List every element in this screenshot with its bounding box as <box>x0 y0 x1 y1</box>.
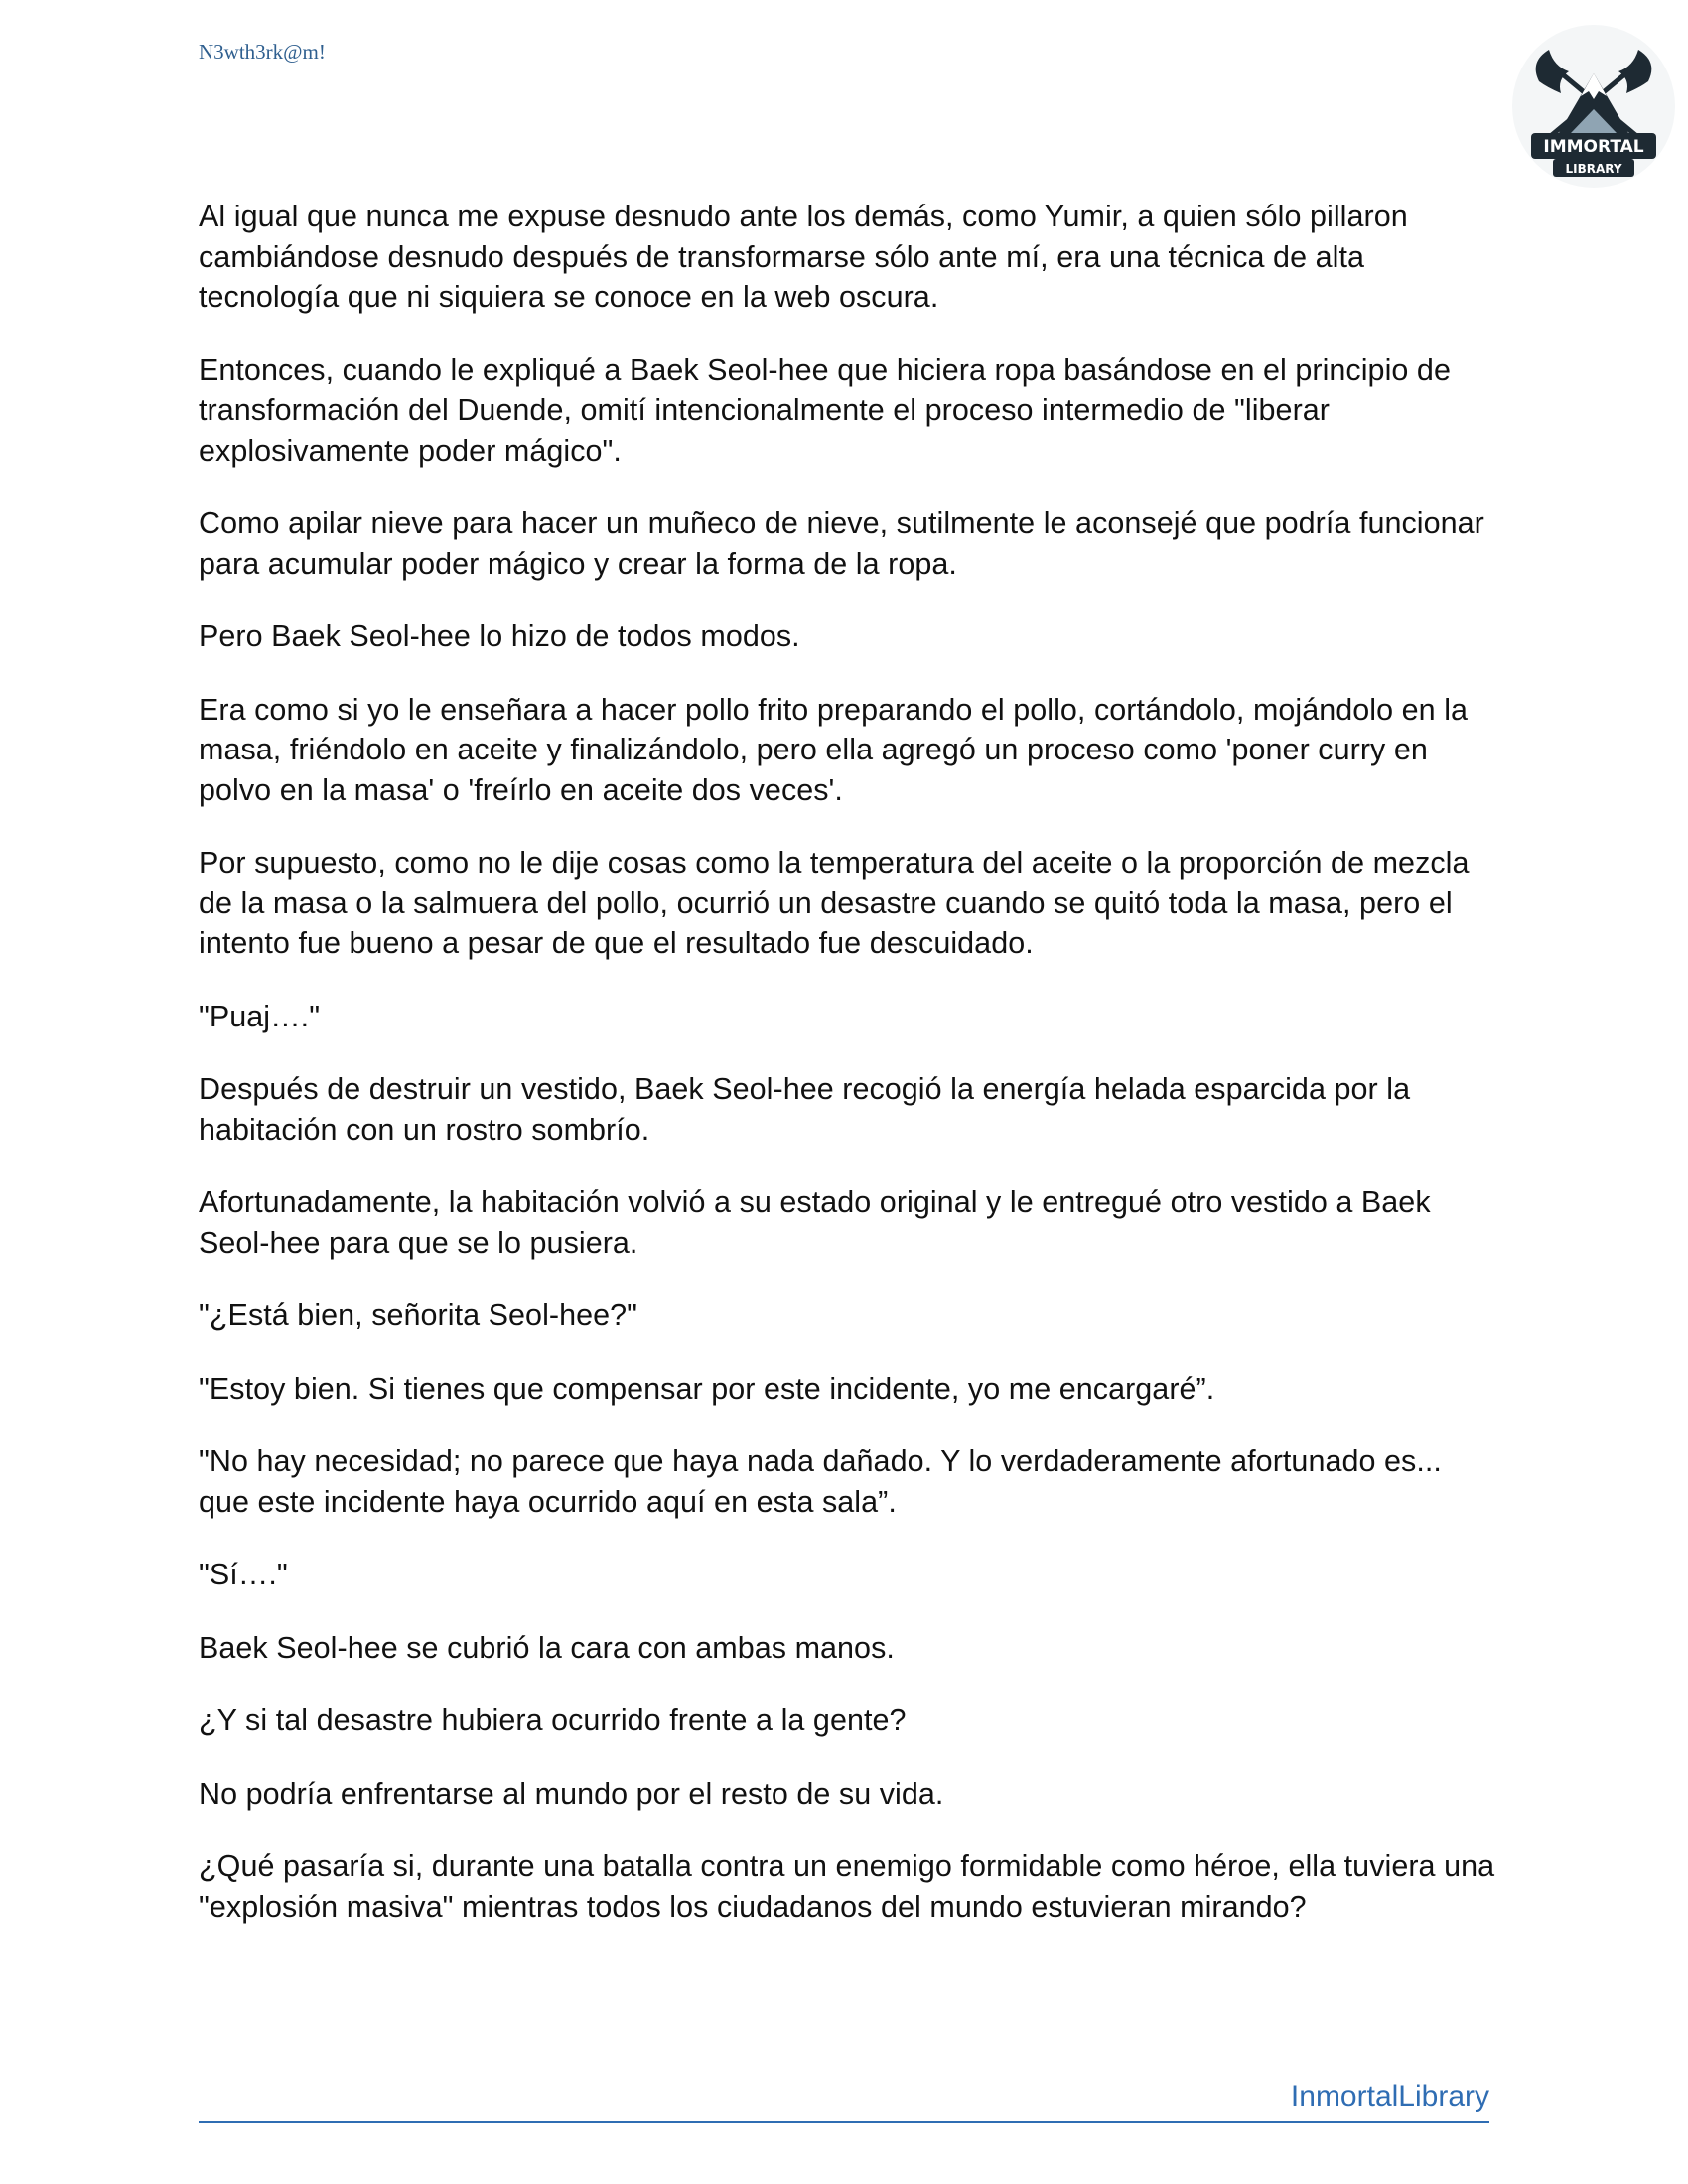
paragraph: "No hay necesidad; no parece que haya nada dañado. Y lo verdaderamente afortunado es... que este incidente haya ocurrido aquí en esta sala”. <box>199 1444 1442 1519</box>
logo-text-line1: IMMORTAL <box>1543 137 1644 157</box>
footer-rule <box>199 2080 1489 2123</box>
paragraph: "Estoy bien. Si tienes que compensar por este incidente, yo me encargaré”. <box>199 1371 1215 1406</box>
paragraph: Afortunadamente, la habitación volvió a su estado original y le entregué otro vestido a Baek Seol-hee para que se lo pusiera. <box>199 1185 1431 1260</box>
paragraph: Pero Baek Seol-hee lo hizo de todos modos. <box>199 619 800 653</box>
paragraph: Entonces, cuando le expliqué a Baek Seol-hee que hiciera ropa basándose en el principio de transformación del Duende, omití intencionalmente el proceso intermedio de "liberar explosivamente poder mágico". <box>199 352 1451 468</box>
document-body <box>199 197 1499 1960</box>
paragraph: Al igual que nunca me expuse desnudo ante los demás, como Yumir, a quien sólo pillaron cambiándose desnudo después de transformarse sólo ante mí, era una técnica de alta tecnología que ni siquiera se conoce en la web oscura. <box>199 200 1408 314</box>
paragraph: Baek Seol-hee se cubrió la cara con ambas manos. <box>199 1630 895 1665</box>
immortal-library-logo-icon <box>1509 22 1678 191</box>
paragraph: Era como si yo le enseñara a hacer pollo frito preparando el pollo, cortándolo, mojándolo en la masa, friéndolo en aceite y finalizándolo, pero ella agregó un proceso como 'poner curry en polvo en la masa' o 'freírlo en aceite dos veces'. <box>199 692 1469 807</box>
paragraph: "Puaj…." <box>199 999 321 1033</box>
footer-link[interactable]: InmortalLibrary <box>1290 2080 1489 2113</box>
header-watermark-text: N3wth3rk@m! <box>199 40 326 64</box>
paragraph: "¿Está bien, señorita Seol-hee?" <box>199 1298 638 1332</box>
logo-emblem-graphic <box>1509 22 1678 191</box>
paragraph: Por supuesto, como no le dije cosas como la temperatura del aceite o la proporción de mezcla de la masa o la salmuera del pollo, ocurrió un desastre cuando se quitó toda la masa, pero el intento fue bueno a pesar de que el resultado fue descuidado. <box>199 846 1470 960</box>
paragraph: "Sí…." <box>199 1558 288 1591</box>
paragraph: No podría enfrentarse al mundo por el resto de su vida. <box>199 1776 944 1811</box>
paragraph: Después de destruir un vestido, Baek Seol-hee recogió la energía helada esparcida por la habitación con un rostro sombrío. <box>199 1072 1411 1147</box>
logo-text-line2: LIBRARY <box>1565 162 1622 176</box>
paragraph: ¿Y si tal desastre hubiera ocurrido frente a la gente? <box>199 1704 907 1737</box>
paragraph: Como apilar nieve para hacer un muñeco de nieve, sutilmente le aconsejé que podría funcionar para acumular poder mágico y crear la forma de la ropa. <box>199 506 1484 581</box>
paragraph: ¿Qué pasaría si, durante una batalla contra un enemigo formidable como héroe, ella tuviera una "explosión masiva" mientras todos los ciudadanos del mundo estuvieran mirando? <box>199 1849 1495 1924</box>
